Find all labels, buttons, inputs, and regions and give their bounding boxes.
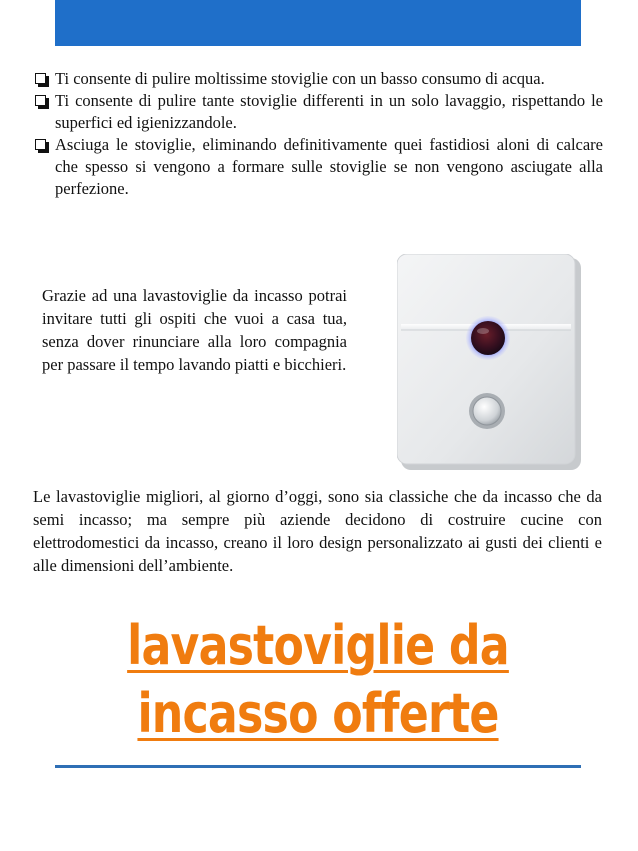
- bottom-divider: [55, 765, 581, 768]
- list-item: [33, 68, 603, 90]
- side-text: Grazie ad una lavastoviglie da incasso potrai invitare tutti gli ospiti che vuoi a casa tua, senza dover rinunciare alla loro compagnia per passare il tempo lavando piatti e bicchieri.: [42, 286, 347, 374]
- checkbox-icon: [35, 73, 46, 84]
- checkbox-icon: [35, 139, 46, 150]
- header-bar: [55, 0, 581, 46]
- headline: [102, 612, 533, 748]
- headline-line-1: lavastoviglie da: [127, 614, 509, 677]
- list-item: [33, 90, 603, 134]
- list-item: [33, 134, 603, 200]
- bullet-text: Ti consente di pulire moltissime stoviglie con un basso consumo di acqua.: [55, 69, 545, 88]
- lens-highlight: [477, 328, 489, 334]
- checkbox-icon: [35, 95, 46, 106]
- bullet-text: Asciuga le stoviglie, eliminando definitivamente quei fastidiosi aloni di calcare che spesso si vengono a formare sulle stoviglie se non vengono asciugate alla perfezione.: [55, 135, 603, 198]
- indicator-lens: [471, 321, 505, 355]
- dishwasher-control-panel-photo: [397, 254, 581, 470]
- body-paragraph: Le lavastoviglie migliori, al giorno d’oggi, sono sia classiche che da incasso che da semi incasso; ma sempre più aziende decidono di costruire cucine con elettrodomestici da incasso, creano il loro design personalizzato ai gusti dei clienti e alle dimensioni dell’ambiente.: [33, 487, 602, 575]
- push-button: [473, 397, 501, 425]
- feature-list: [33, 68, 603, 200]
- bullet-text: Ti consente di pulire tante stoviglie differenti in un solo lavaggio, rispettando le superfici ed igienizzandole.: [55, 91, 603, 132]
- headline-line-2: incasso offerte: [137, 682, 499, 745]
